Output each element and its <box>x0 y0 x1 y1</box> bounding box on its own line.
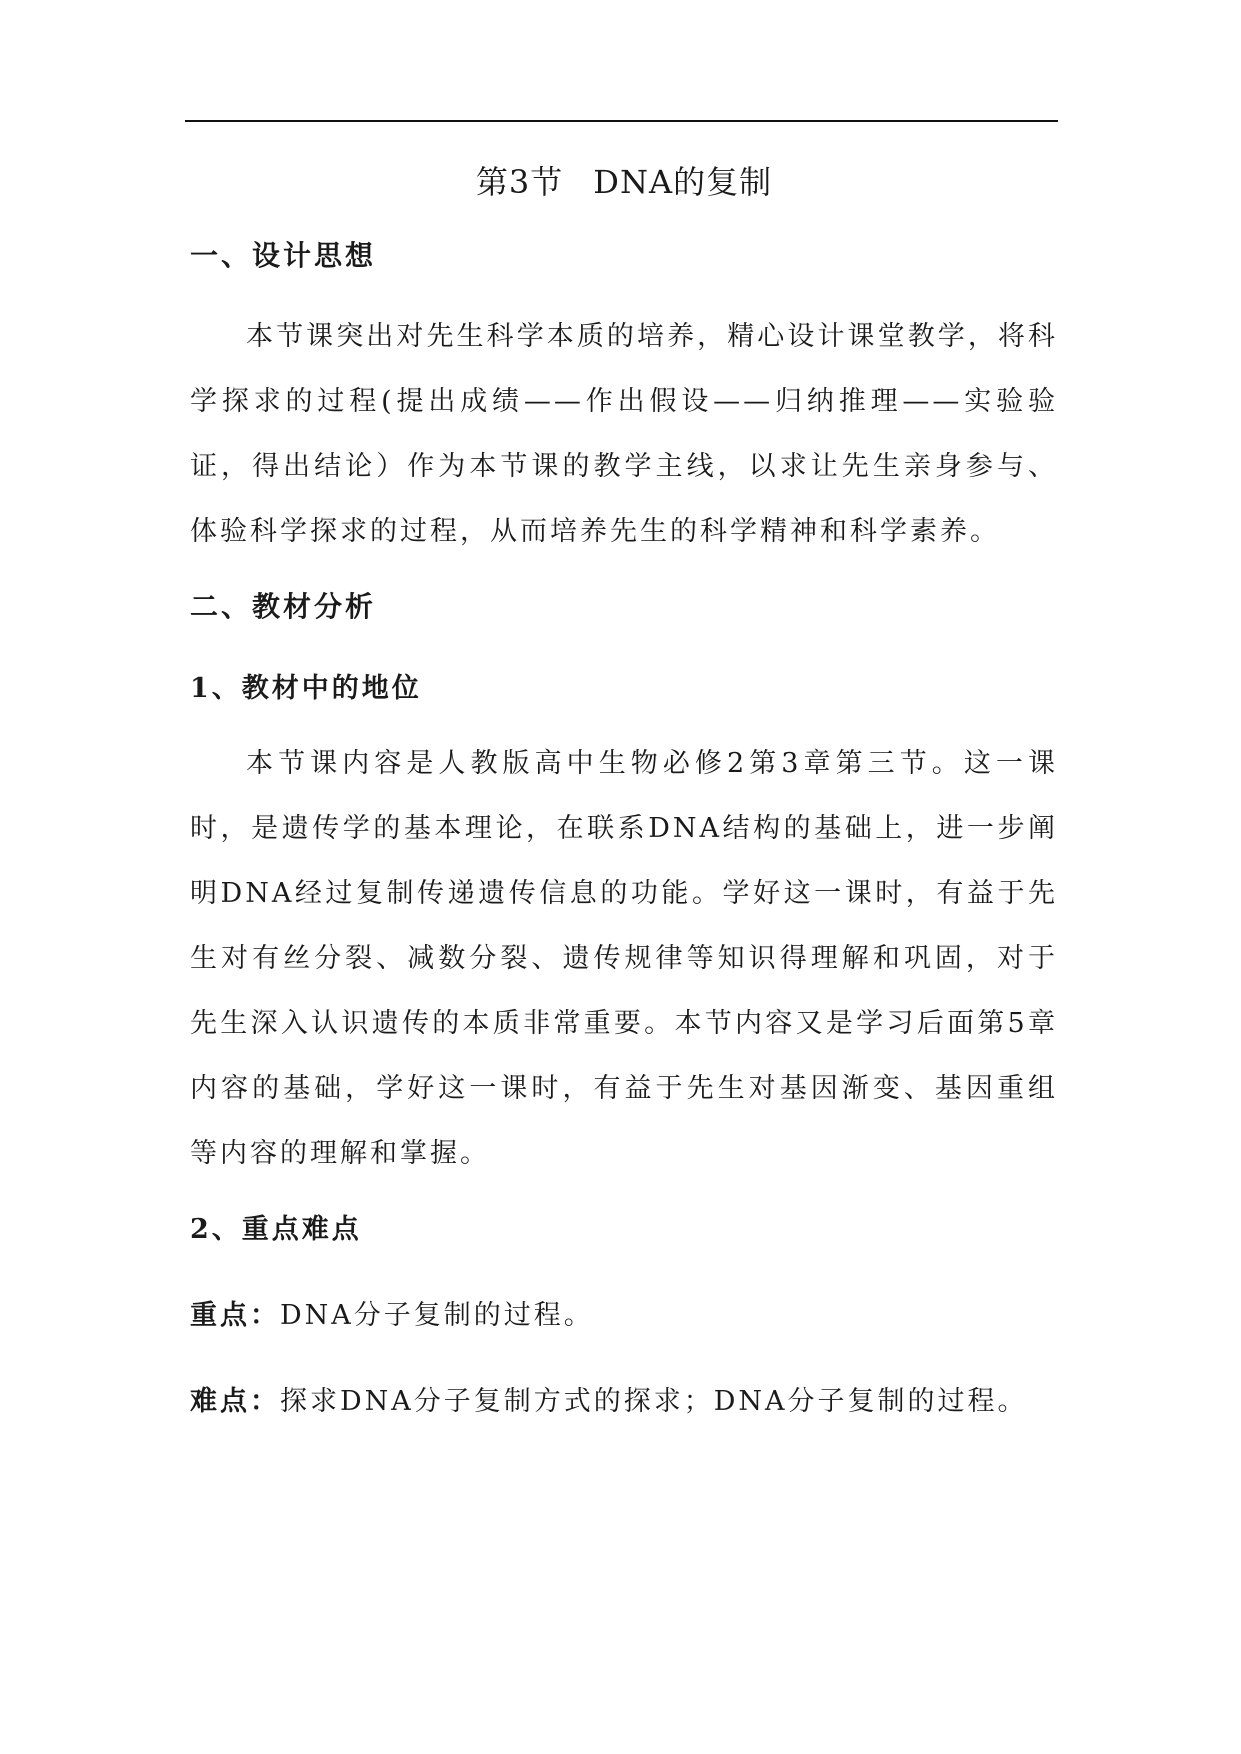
header-rule <box>185 120 1058 122</box>
subheading-position: 1、教材中的地位 <box>190 673 422 704</box>
document-body <box>190 150 1058 1422</box>
difficulty-label: 难点： <box>190 1386 280 1417</box>
paragraph-position: 本节课内容是人教版高中生物必修2第3章第三节。这一课时，是遗传学的基本理论，在联系DNA结构的基础上，进一步阐明DNA经过复制传递遗传信息的功能。学好这一课时，有益于先生对有丝分裂、减数分裂、遗传规律等知识得理解和巩固，对于先生深入认识遗传的本质非常重要。本节内容又是学习后面第5章内容的基础，学好这一课时，有益于先生对基因渐变、基因重组等内容的理解和掌握。 <box>190 748 1058 1169</box>
title-topic: DNA的复制 <box>593 163 773 201</box>
paragraph-design-idea: 本节课突出对先生科学本质的培养，精心设计课堂教学，将科学探求的过程(提出成绩——作出假设——归纳推理——实验验证，得出结论）作为本节课的教学主线，以求让先生亲身参与、体验科学探求的过程，从而培养先生的科学精神和科学素养。 <box>190 321 1058 547</box>
key-point-line <box>190 1296 1058 1336</box>
key-point-label: 重点： <box>190 1300 280 1331</box>
page-title <box>190 150 1058 214</box>
section-heading-analysis: 二、教材分析 <box>190 590 377 623</box>
difficulty-line <box>190 1382 1058 1422</box>
subheading-key-points: 2、重点难点 <box>190 1214 362 1245</box>
section-heading-design: 一、设计思想 <box>190 239 377 272</box>
title-section-number: 第3节 <box>475 163 564 201</box>
key-point-text: DNA分子复制的过程。 <box>280 1300 594 1331</box>
difficulty-text: 探求DNA分子复制方式的探求；DNA分子复制的过程。 <box>280 1386 1028 1417</box>
